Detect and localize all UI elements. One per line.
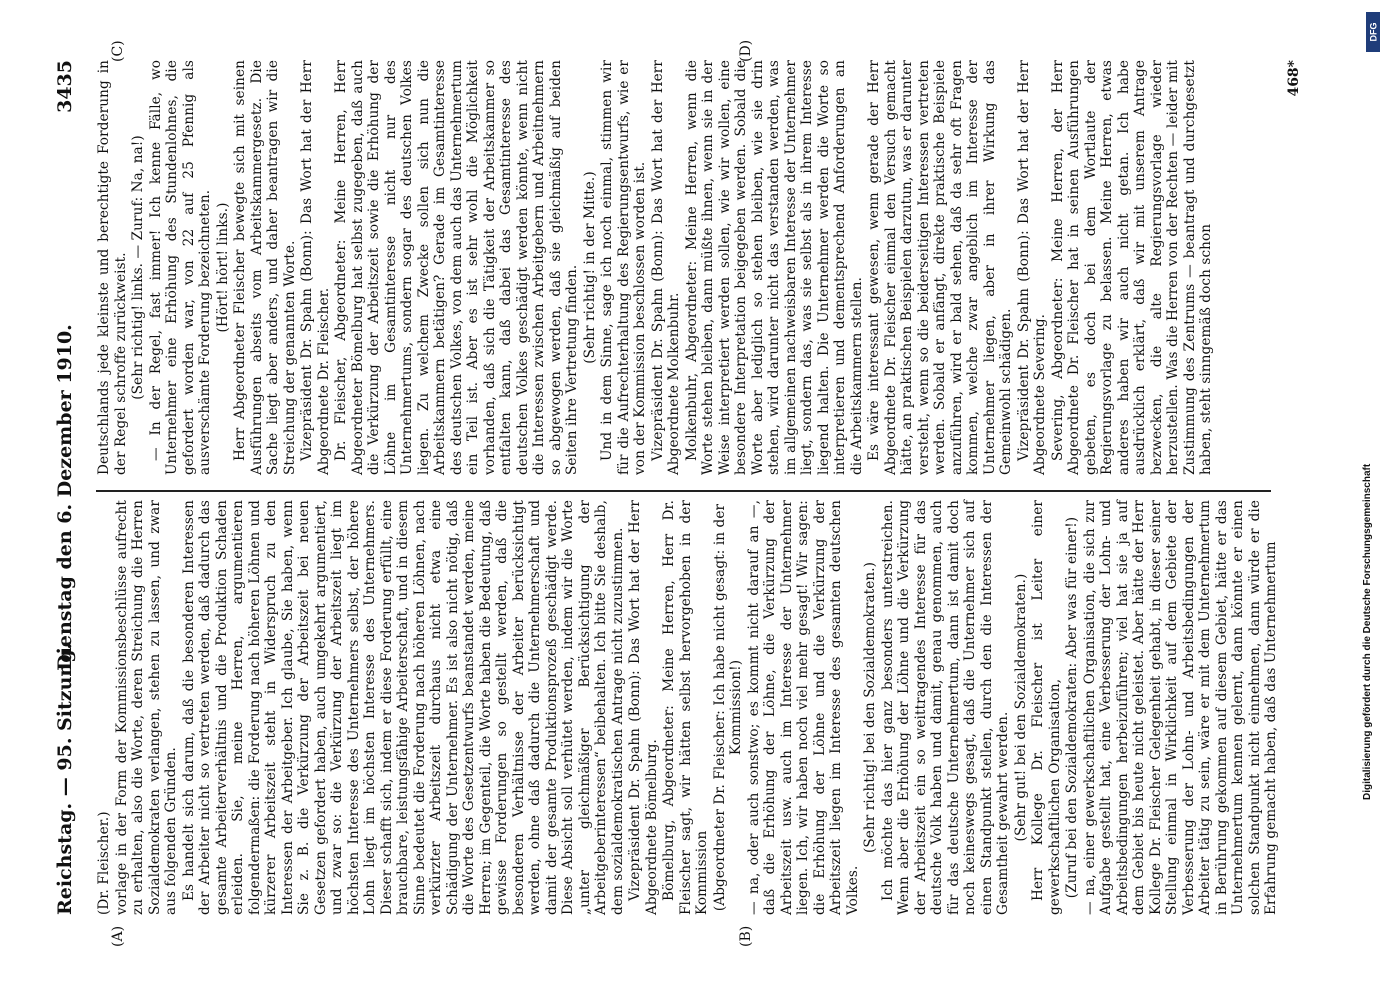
paragraph: Vizepräsident Dr. Spahn (Bonn): Das Wort hat der Herr Abgeordnete Bömelburg. [627,500,660,915]
paragraph: Vizepräsident Dr. Spahn (Bonn): Das Wort hat der Herr Abgeordnete Molkenbuhr. [649,60,682,475]
paragraph: Molkenbuhr, Abgeordneter: Meine Herren, wenn die Worte stehen bleiben, dann müßte ihnen, wenn sie in der Weise interpretiert werden sollen, wie wir wollen, eine besondere Interpretation beigegeben werden. Sobald die Worte aber lediglich so stehen bleiben, wie sie drin stehen, wird darunter nicht das verstanden werden, was im allgemeinen nachweisbaren Interesse der Unternehmer liegt, sondern das, was sie selbst als in ihrem Interesse liegend halten. Die Unternehmer werden die Worte so interpretieren und dementsprechend Anforderungen an die Arbeitskammern stellen. [683,60,865,475]
rotated-page [48,40,1378,955]
paragraph: Es handelt sich darum, daß die besonderen Interessen der Arbeiter nicht so vertreten werden, daß dadurch das gesamte Arbeiterverhältnis und die Produktion Schaden erleiden. Sie, meine Herren, argumentieren folgendermaßen: die Forderung nach höheren Löhnen und kürzerer Arbeitszeit steht in Widerspruch zu den Interessen der Arbeitgeber. Ich glaube, Sie haben, wenn Sie z. B. die Verkürzung der Arbeitszeit bei neuen Gesetzen gefordert haben, auch umgekehrt argumentiert, und zwar so: die Verkürzung der Arbeitszeit liegt im höchsten Interesse des Unternehmers selbst, der höhere Lohn liegt im höchsten Interesse des Unternehmers. Dieser schafft sich, indem er diese Forderung erfüllt, eine brauchbare, leistungsfähige Arbeiterschaft, und in diesem Sinne bedeutet die Forderung nach höheren Löhnen, nach verkürzter Arbeitszeit durchaus nicht etwa eine Schädigung der Unternehmer. Es ist also nicht nötig, daß die Worte des Gesetzentwurfs beanstandet werden, meine Herren; im Gegenteil, die Worte haben die Bedeutung, daß gewisse Forderungen so gestellt werden, daß die besonderen Verhältnisse der Arbeiter berücksichtigt werden, ohne daß dadurch die Unternehmerschaft und damit der gesamte Produktionsprozeß geschädigt werde. Diese Absicht soll verhütet werden, indem wir die Worte „unter gleichmäßiger Berücksichtigung der Arbeitgeberinteressen“ beibehalten. Ich bitte Sie deshalb, dem sozialdemokratischen Antrage nicht zuzustimmen. [180,500,626,915]
right-column [96,60,1216,475]
margin-marker-b: (B) [738,925,754,947]
interjection: (Sehr gut! bei den Sozialdemokraten.) [1012,573,1029,842]
paragraph: Dr. Fleischer, Abgeordneter: Meine Herren, Herr Abgeordneter Bömelburg hat selbst zugegeben, daß auch die Verkürzung der Arbeitszeit sowie die Erhöhung der Löhne im Gesamtinteresse nicht nur des Unternehmertums, sondern sogar des deutschen Volkes liegen. Zu welchem Zwecke sollen sich nun die Arbeitskammern betätigen? Gerade im Gesamtinteresse des deutschen Volkes, von dem auch das Unternehmertum ein Teil ist. Aber es ist sehr wohl die Möglichkeit vorhanden, daß sich die Tätigkeit der Arbeitskammer so entfalten kann, daß dabei das Gesamtinteresse des deutschen Volkes geschädigt werden könnte, wenn nicht die Interessen zwischen Arbeitgebern und Arbeitnehmern so abgewogen werden, daß sie gleichmäßig auf beiden Seiten ihre Vertretung finden. [333,60,580,475]
interjection: (Abgeordneter Dr. Fleischer: Ich habe nicht gesagt: in der Kommission!) [711,503,744,912]
left-column [96,500,1281,915]
interjection: (Sehr richtig! links. — Zuruf: Na, na!) [130,135,146,400]
paragraph: — na, oder auch sonstwo; es kommt nicht darauf an —, daß die Erhöhung der Löhne, die Verkürzung der Arbeitszeit usw. auch im Interesse der Unternehmer liegen. Ich, wir haben noch viel mehr gesagt! Wir sagen: die Erhöhung der Löhne und die Verkürzung der Arbeitszeit liegen im Interesse des gesamten deutschen Volkes. [745,500,861,915]
paragraph: — na, einer gewerkschaftlichen Organisation, die sich zur Aufgabe gestellt hat, eine Verbesserung der Lohn- und Arbeitsbedingungen herbeizuführen; viel hat sie ja auf dem Gebiet bis heute nicht geleistet. Aber hätte der Herr Kollege Dr. Fleischer Gelegenheit gehabt, in dieser seiner Stellung einmal in Wirklichkeit auf dem Gebiete der Verbesserung der Lohn- und Arbeitsbedingungen der Arbeiter tätig zu sein, wäre er mit dem Unternehmertum in Berührung gekommen auf diesem Gebiet, hätte er das Unternehmertum kennen gelernt, dann könnte er einen solchen Standpunkt nicht einnehmen, dann würde er die Erfahrung gemacht haben, daß das Unternehmertum [1081,500,1279,915]
page-number: 3435 [54,60,76,113]
paragraph: Deutschlands jede kleinste und berechtigte Forderung in der Regel schroffe zurückweist. [96,60,129,475]
digitization-notice: Digitalisierung gefördert durch die Deutsche Forschungsgemeinschaft [1362,463,1373,800]
paragraph: Vizepräsident Dr. Spahn (Bonn): Das Wort hat der Herr Abgeordnete Severing. [1015,60,1048,475]
margin-marker-d: (D) [738,39,754,62]
interjection: (Hört! hört! links.) [214,202,231,333]
paragraph: Herr Kollege Dr. Fleischer ist Leiter einer gewerkschaftlichen Organisation, [1030,500,1063,915]
paragraph: Es wäre interessant gewesen, wenn gerade der Herr Abgeordnete Dr. Fleischer einmal den Versuch gemacht hätte, an praktischen Beispielen darzutun, was er darunter versteht, wenn so die beiderseitigen Interessen vertreten werden. Sobald er anfängt, direkte praktische Beispiele anzuführen, wird er bald sehen, daß da sehr oft Fragen kommen, welche zwar angeblich im Interesse der Unternehmer liegen, aber in ihrer Wirkung das Gemeinwohl schädigen. [866,60,1014,475]
dfg-logo: DFG [1366,12,1380,52]
footnote-mark: 468* [1286,60,1302,97]
interjection: (Sehr richtig! in der Mitte.) [581,171,598,364]
paragraph: Und in dem Sinne, sage ich noch einmal, stimmen wir für die Aufrechterhaltung des Regierungsentwurfs, wie er von der Kommission beschlossen worden ist. [599,60,648,475]
header-date: Dienstag den 6. Dezember 1910. [54,324,76,671]
paragraph: Herr Abgeordneter Fleischer bewegte sich mit seinen Ausführungen abseits vom Arbeitskammergesetz. Die Sache liegt aber anders, und daher beantragen wir die Streichung der genannten Worte. [232,60,298,475]
paragraph: Vizepräsident Dr. Spahn (Bonn): Das Wort hat der Herr Abgeordnete Dr. Fleischer. [299,60,332,475]
paragraph: Ich möchte das hier ganz besonders unterstreichen. Wenn aber die Erhöhung der Löhne und die Verkürzung der Arbeitszeit ein so weittragendes Interesse für das deutsche Volk haben und damit, genau genommen, auch für das deutsche Unternehmertum, dann ist damit doch noch keineswegs gesagt, daß die Unternehmer sich auf einen Standpunkt stellen, durch den die Interessen der Gesamtheit gewahrt werden. [879,500,1011,915]
paragraph: — In der Regel, fast immer! Ich kenne Fälle, wo Unternehmer eine Erhöhung des Stundenlohnes, die gefordert worden war, von 22 auf 25 Pfennig als ausverschämte Forderung bezeichneten. [147,60,213,475]
paragraph: Bömelburg, Abgeordneter: Meine Herren, Herr Dr. Fleischer sagt, wir hätten selbst hervorgehoben in der Kommission [661,500,710,915]
paragraph: (Dr. Fleischer.) [96,811,112,915]
column-divider [96,490,1271,492]
interjection: (Sehr richtig! bei den Sozialdemokraten.) [862,561,878,854]
page-header [48,40,82,955]
interjection: (Zuruf bei den Sozialdemokraten: Aber was für einer!) [1064,516,1080,899]
margin-marker-a: (A) [110,925,126,947]
paragraph: Severing, Abgeordneter: Meine Herren, der Herr Abgeordnete Dr. Fleischer hat in seinen Ausführungen gebeten, es doch bei dem Wortlaute der Regierungsvorlage zu belassen. Meine Herren, etwas anderes haben wir auch nicht getan. Ich habe ausdrücklich erklärt, daß wir mit unserem Antrage bezwecken, die alte Regierungsvorlage wieder herzustellen. Was die Herren von der Rechten — leider mit Zustimmung des Zentrums — beantragt und durchgesetzt haben, steht sinngemäß doch schon [1049,60,1214,475]
header-left: Reichstag. — 95. Sitzung. [54,642,76,915]
paragraph: vorlage in der Form der Kommissionsbeschlüsse aufrecht zu erhalten, also die Worte, deren Streichung die Herren Sozialdemokraten verlangen, stehen zu lassen, und zwar aus folgenden Gründen. [113,500,179,915]
margin-marker-c: (C) [110,40,126,62]
